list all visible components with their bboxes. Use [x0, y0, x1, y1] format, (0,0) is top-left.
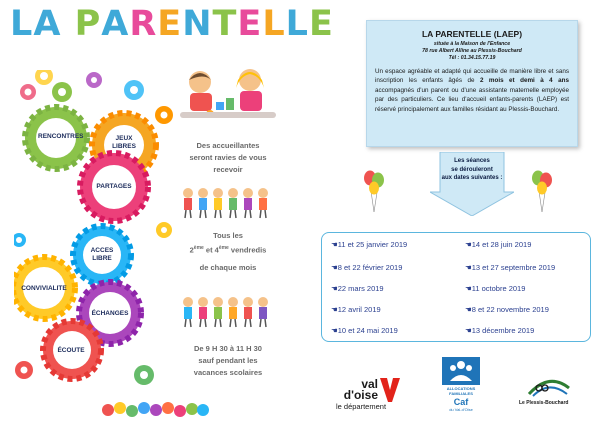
date-left-3-text: 22 mars 2019	[337, 284, 384, 293]
title-letter: E	[237, 4, 263, 44]
sessions-text	[430, 157, 514, 183]
hours-text	[176, 343, 280, 379]
gear-small-2	[20, 84, 36, 100]
date-left-1: ☚11 et 25 janvier 2019	[331, 240, 408, 249]
title-letter: N	[182, 4, 213, 44]
gear-small-5	[155, 106, 173, 124]
gear-label-acces-libre: ACCES LIBRE	[90, 247, 114, 262]
gear-small-3	[52, 82, 72, 102]
handprints-decoration	[100, 398, 210, 420]
info-phone: Tél : 01.34.15.77.19	[448, 55, 496, 61]
caf-logo-region: du Val-d'Oise	[449, 407, 473, 412]
info-box	[366, 20, 578, 147]
page-title	[10, 4, 334, 44]
info-address-line-1: située à la Maison de l'Enfance	[433, 41, 511, 47]
gear-small-9	[156, 222, 172, 238]
days-line-2: 2ème et 4ème vendredis	[189, 245, 267, 255]
plessis-bouchard-logo-text: Le Plessis-Bouchard	[519, 400, 569, 406]
welcome-text	[182, 140, 274, 176]
welcome-line-3: recevoir	[213, 165, 243, 174]
title-letter: P	[74, 4, 102, 44]
gear-label-convivialite: CONVIVIALITE	[21, 285, 67, 292]
date-left-4: ☚12 avril 2019	[331, 305, 381, 314]
title-letter: A	[101, 4, 130, 44]
title-letter: T	[212, 4, 238, 44]
caf-logo-top	[442, 357, 480, 385]
caf-logo	[442, 357, 480, 415]
gear-label-echanges: ÉCHANGES	[91, 310, 129, 317]
date-left-4-text: 12 avril 2019	[337, 305, 381, 314]
caf-logo-name: Caf	[453, 397, 469, 407]
date-right-5: ☚13 décembre 2019	[465, 326, 535, 335]
valdoise-logo	[336, 378, 408, 414]
title-letter: L	[285, 4, 309, 44]
gear-label-ecoute: ÉCOUTE	[57, 347, 85, 354]
welcome-line-1: Des accueillantes	[196, 141, 260, 150]
date-right-2: ☚13 et 27 septembre 2019	[465, 263, 556, 272]
sessions-line-2: se dérouleront	[451, 166, 493, 173]
date-right-1: ☚14 et 28 juin 2019	[465, 240, 532, 249]
sessions-line-1: Les séances	[454, 158, 490, 164]
date-left-5-text: 10 et 24 mai 2019	[337, 326, 398, 335]
days-line-3: de chaque mois	[199, 262, 257, 272]
days-line-1: Tous les	[213, 231, 243, 240]
date-left-5: ☚10 et 24 mai 2019	[331, 326, 398, 335]
valdoise-logo-word-1: val	[361, 377, 378, 391]
hours-line-2: sauf pendant les	[198, 356, 258, 365]
gear-small-6	[86, 72, 102, 88]
title-letter: R	[129, 4, 158, 44]
title-letter: E	[157, 4, 183, 44]
date-left-2-text: 8 et 22 février 2019	[337, 263, 403, 272]
days-text	[182, 230, 274, 274]
welcome-line-2: seront ravies de vous	[189, 153, 267, 162]
valdoise-logo-subtitle: le département	[336, 402, 387, 411]
gear-small-7	[15, 361, 33, 379]
date-right-3-text: 11 octobre 2019	[471, 284, 526, 293]
date-right-4-text: 8 et 22 novembre 2019	[471, 305, 549, 314]
date-right-4: ☚8 et 22 novembre 2019	[465, 305, 549, 314]
gear-small-10	[14, 233, 26, 247]
date-left-1-text: 11 et 25 janvier 2019	[337, 240, 408, 249]
title-letter: L	[10, 4, 34, 44]
date-right-5-text: 13 décembre 2019	[471, 326, 535, 335]
date-left-2: ☚8 et 22 février 2019	[331, 263, 403, 272]
balloons-left-icon	[362, 170, 386, 214]
date-right-1-text: 14 et 28 juin 2019	[471, 240, 532, 249]
gear-small-1	[35, 70, 53, 85]
caf-logo-line-1: ALLOCATIONS	[446, 386, 476, 391]
date-right-3: ☚11 octobre 2019	[465, 284, 526, 293]
gear-label-partages: PARTAGES	[96, 183, 132, 190]
caf-logo-line-2: FAMILIALES	[449, 391, 473, 396]
valdoise-logo-word-2: d'oise	[343, 388, 378, 402]
date-left-3: ☚22 mars 2019	[331, 284, 384, 293]
caf-family-icon	[442, 357, 480, 385]
sessions-line-3: aux dates suivantes :	[441, 175, 503, 181]
hours-line-1: De 9 H 30 à 11 H 30	[194, 344, 262, 353]
gears-illustration	[14, 70, 176, 388]
title-letter: A	[33, 4, 62, 44]
info-body: Un espace agréable et adapté qui accueille de manière libre et sans inscription les enfants âgés de 2 mois et demi à 4 ans accompagnés d'un parent ou d'une assistante maternelle employée par des particuliers. Ce lieu d'accueil enfants-parents (LAEP) est réservé principalement aux familles résidant au Plessis-Bouchard.	[375, 68, 569, 113]
gear-small-4	[124, 80, 144, 100]
plessis-bouchard-logo	[519, 374, 581, 410]
title-letter	[61, 4, 74, 44]
info-heading: LA PARENTELLE (LAEP)	[421, 29, 523, 39]
title-letter: E	[308, 4, 334, 44]
info-address-line-2: 78 rue Albert Alline au Plessis-Bouchard	[422, 48, 522, 54]
children-row-1-illustration	[180, 186, 272, 220]
date-right-2-text: 13 et 27 septembre 2019	[471, 263, 556, 272]
children-playing-illustration	[180, 68, 276, 120]
valdoise-v-mark-icon	[380, 378, 400, 402]
gear-label-rencontres: RENCONTRES	[38, 133, 84, 140]
title-letter: L	[262, 4, 286, 44]
children-row-2-illustration	[180, 295, 272, 329]
balloons-right-icon	[530, 170, 554, 214]
plessis-bouchard-mark-icon	[527, 374, 571, 398]
gear-small-8	[134, 365, 154, 385]
gear-label-jeux-libres: JEUX LIBRES	[112, 135, 136, 150]
hours-line-3: vacances scolaires	[193, 368, 263, 377]
